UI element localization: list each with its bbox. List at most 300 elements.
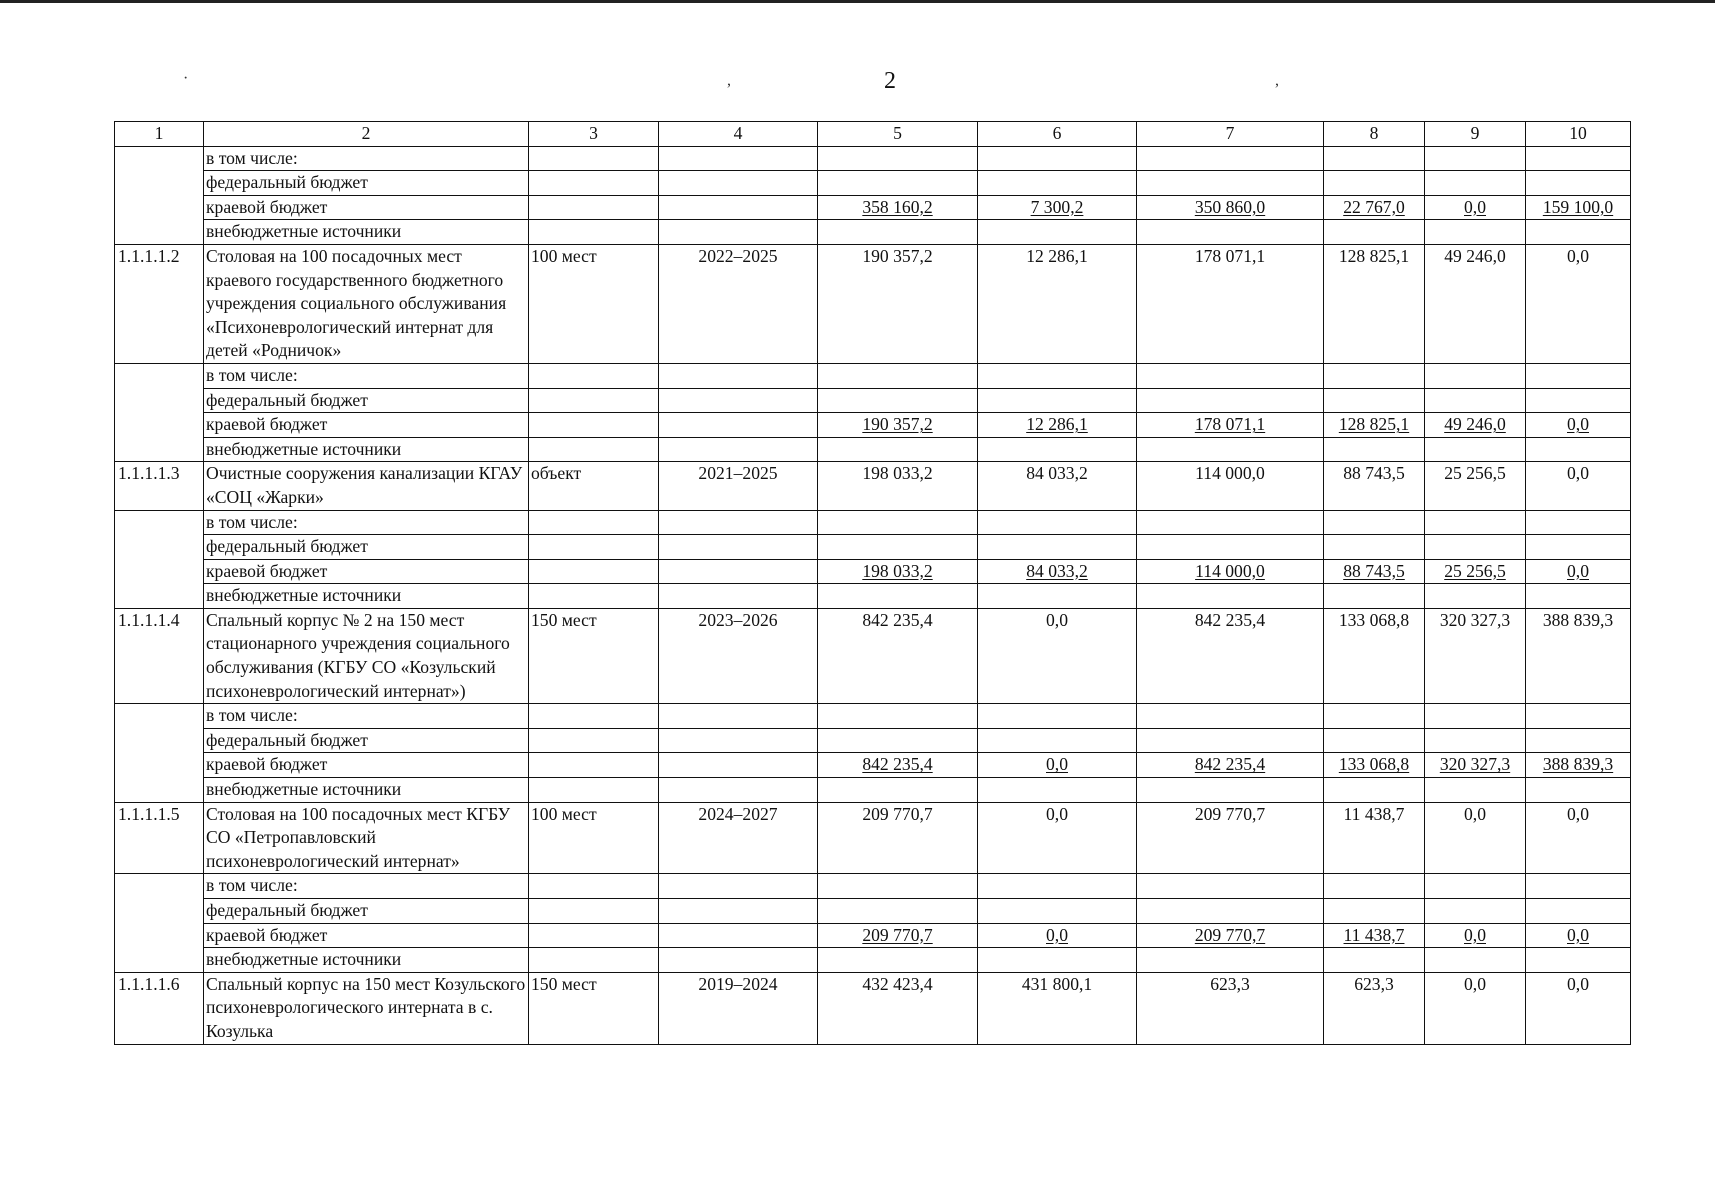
amount-cell xyxy=(978,535,1137,560)
period-cell xyxy=(659,220,818,245)
underlined-value: 178 071,1 xyxy=(1194,414,1266,435)
amount-cell xyxy=(1137,753,1324,778)
amount-cell xyxy=(1137,728,1324,753)
amount-cell xyxy=(818,535,978,560)
capacity-cell xyxy=(529,948,659,973)
row-label: внебюджетные источники xyxy=(204,437,529,462)
budget-table xyxy=(114,121,1631,1045)
underlined-value: 128 825,1 xyxy=(1338,414,1410,435)
amount-cell: 0,0 xyxy=(1425,972,1526,1044)
underlined-value: 358 160,2 xyxy=(862,196,933,217)
amount-cell xyxy=(978,874,1137,899)
capacity-cell xyxy=(529,559,659,584)
amount-cell: 842 235,4 xyxy=(818,608,978,703)
amount-cell xyxy=(1137,874,1324,899)
amount-cell xyxy=(818,899,978,924)
underlined-value: 209 770,7 xyxy=(862,924,933,945)
code-cell-blank xyxy=(115,923,204,948)
amount-cell xyxy=(1137,146,1324,171)
item-row xyxy=(115,244,1631,363)
amount-cell: 178 071,1 xyxy=(1137,244,1324,363)
code-cell-blank xyxy=(115,220,204,245)
amount-cell xyxy=(1324,923,1425,948)
amount-cell xyxy=(1425,899,1526,924)
amount-cell xyxy=(1137,220,1324,245)
row-label: федеральный бюджет xyxy=(204,388,529,413)
sub-row-federal xyxy=(115,728,1631,753)
period-cell xyxy=(659,388,818,413)
sub-row-regional xyxy=(115,923,1631,948)
capacity-cell xyxy=(529,363,659,388)
amount-cell xyxy=(1324,948,1425,973)
underlined-value: 0,0 xyxy=(1464,196,1486,217)
row-label: в том числе: xyxy=(204,874,529,899)
period-cell xyxy=(659,195,818,220)
amount-cell xyxy=(818,195,978,220)
amount-cell: 842 235,4 xyxy=(1137,608,1324,703)
amount-cell: 388 839,3 xyxy=(1526,608,1631,703)
row-label: краевой бюджет xyxy=(204,753,529,778)
sub-row-federal xyxy=(115,388,1631,413)
item-name: Столовая на 100 посадочных мест краевого государственного бюджетного учреждения социального обслуживания «Психоневрологический интернат для детей «Родничок» xyxy=(204,244,529,363)
amount-cell xyxy=(1137,363,1324,388)
amount-cell: 0,0 xyxy=(1526,244,1631,363)
amount-cell xyxy=(1425,874,1526,899)
underlined-value: 22 767,0 xyxy=(1343,196,1405,217)
period-cell xyxy=(659,899,818,924)
underlined-value: 320 327,3 xyxy=(1439,754,1511,775)
amount-cell xyxy=(1425,437,1526,462)
code-cell-blank xyxy=(115,559,204,584)
capacity-cell xyxy=(529,753,659,778)
item-period: 2023–2026 xyxy=(659,608,818,703)
item-name: Спальный корпус на 150 мест Козульского психоневрологического интерната в с. Козулька xyxy=(204,972,529,1044)
amount-cell xyxy=(1425,753,1526,778)
amount-cell: 209 770,7 xyxy=(818,802,978,874)
row-label: федеральный бюджет xyxy=(204,899,529,924)
amount-cell xyxy=(1425,195,1526,220)
amount-cell xyxy=(1137,195,1324,220)
capacity-cell xyxy=(529,899,659,924)
underlined-value: 49 246,0 xyxy=(1444,414,1506,435)
amount-cell: 432 423,4 xyxy=(818,972,978,1044)
underlined-value: 114 000,0 xyxy=(1195,560,1265,581)
row-label: внебюджетные источники xyxy=(204,778,529,803)
sub-row-regional xyxy=(115,559,1631,584)
amount-cell xyxy=(1137,923,1324,948)
amount-cell xyxy=(1526,778,1631,803)
sub-row-extra xyxy=(115,437,1631,462)
row-label: внебюджетные источники xyxy=(204,220,529,245)
amount-cell xyxy=(818,728,978,753)
amount-cell: 0,0 xyxy=(978,802,1137,874)
item-name: Очистные сооружения канализации КГАУ «СОЦ «Жарки» xyxy=(204,462,529,510)
underlined-value: 350 860,0 xyxy=(1194,196,1266,217)
amount-cell xyxy=(818,704,978,729)
row-label: краевой бюджет xyxy=(204,195,529,220)
item-capacity: 100 мест xyxy=(529,244,659,363)
amount-cell xyxy=(818,584,978,609)
code-cell-blank xyxy=(115,146,204,171)
amount-cell xyxy=(978,413,1137,438)
item-name: Спальный корпус № 2 на 150 мест стационарного учреждения социального обслуживания (КГБУ СО «Козульский психоневрологический интернат») xyxy=(204,608,529,703)
capacity-cell xyxy=(529,171,659,196)
amount-cell: 12 286,1 xyxy=(978,244,1137,363)
amount-cell: 0,0 xyxy=(1526,972,1631,1044)
item-row xyxy=(115,972,1631,1044)
capacity-cell xyxy=(529,778,659,803)
amount-cell: 84 033,2 xyxy=(978,462,1137,510)
col-header: 1 xyxy=(115,122,204,147)
amount-cell xyxy=(818,874,978,899)
amount-cell xyxy=(978,778,1137,803)
sub-row-extra xyxy=(115,778,1631,803)
amount-cell xyxy=(818,413,978,438)
amount-cell xyxy=(978,171,1137,196)
amount-cell xyxy=(978,948,1137,973)
item-row xyxy=(115,802,1631,874)
amount-cell xyxy=(1425,704,1526,729)
amount-cell xyxy=(1526,728,1631,753)
item-row xyxy=(115,462,1631,510)
capacity-cell xyxy=(529,146,659,171)
capacity-cell xyxy=(529,413,659,438)
amount-cell xyxy=(1137,388,1324,413)
amount-cell xyxy=(978,146,1137,171)
amount-cell xyxy=(1425,220,1526,245)
capacity-cell xyxy=(529,535,659,560)
row-label: федеральный бюджет xyxy=(204,728,529,753)
amount-cell xyxy=(1425,948,1526,973)
amount-cell xyxy=(1425,559,1526,584)
amount-cell: 209 770,7 xyxy=(1137,802,1324,874)
underlined-value: 84 033,2 xyxy=(1026,560,1088,581)
amount-cell: 190 357,2 xyxy=(818,244,978,363)
scan-edge xyxy=(0,0,1715,3)
underlined-value: 12 286,1 xyxy=(1026,414,1088,435)
sub-row-incl xyxy=(115,146,1631,171)
amount-cell xyxy=(1324,753,1425,778)
sub-row-regional xyxy=(115,195,1631,220)
code-cell-blank xyxy=(115,778,204,803)
amount-cell xyxy=(1526,363,1631,388)
code-cell-blank xyxy=(115,704,204,729)
amount-cell xyxy=(1526,195,1631,220)
amount-cell: 49 246,0 xyxy=(1425,244,1526,363)
period-cell xyxy=(659,948,818,973)
amount-cell xyxy=(1425,146,1526,171)
amount-cell xyxy=(1526,535,1631,560)
amount-cell xyxy=(818,363,978,388)
amount-cell xyxy=(1324,220,1425,245)
sub-row-regional xyxy=(115,413,1631,438)
amount-cell xyxy=(818,146,978,171)
amount-cell xyxy=(1324,778,1425,803)
amount-cell xyxy=(1425,510,1526,535)
col-header: 6 xyxy=(978,122,1137,147)
underlined-value: 0,0 xyxy=(1567,560,1589,581)
amount-cell xyxy=(1137,171,1324,196)
page-number: 2 xyxy=(884,68,896,94)
amount-cell xyxy=(818,510,978,535)
row-label: в том числе: xyxy=(204,510,529,535)
amount-cell xyxy=(1324,195,1425,220)
underlined-value: 190 357,2 xyxy=(862,414,933,435)
period-cell xyxy=(659,778,818,803)
amount-cell xyxy=(1324,899,1425,924)
period-cell xyxy=(659,753,818,778)
capacity-cell xyxy=(529,874,659,899)
amount-cell xyxy=(1526,899,1631,924)
row-label: краевой бюджет xyxy=(204,413,529,438)
amount-cell: 25 256,5 xyxy=(1425,462,1526,510)
code-cell-blank xyxy=(115,195,204,220)
amount-cell xyxy=(978,704,1137,729)
amount-cell xyxy=(1137,413,1324,438)
amount-cell xyxy=(1137,510,1324,535)
underlined-value: 388 839,3 xyxy=(1542,754,1614,775)
row-label: в том числе: xyxy=(204,146,529,171)
row-label: внебюджетные источники xyxy=(204,584,529,609)
amount-cell xyxy=(1526,510,1631,535)
capacity-cell xyxy=(529,510,659,535)
amount-cell xyxy=(1526,220,1631,245)
underlined-value: 0,0 xyxy=(1046,754,1068,775)
amount-cell: 0,0 xyxy=(1425,802,1526,874)
period-cell xyxy=(659,171,818,196)
code-cell-blank xyxy=(115,584,204,609)
amount-cell xyxy=(1137,584,1324,609)
amount-cell xyxy=(978,923,1137,948)
sub-row-incl xyxy=(115,363,1631,388)
amount-cell xyxy=(1324,388,1425,413)
amount-cell xyxy=(978,728,1137,753)
amount-cell xyxy=(1526,171,1631,196)
period-cell xyxy=(659,535,818,560)
col-header: 9 xyxy=(1425,122,1526,147)
period-cell xyxy=(659,874,818,899)
header-row xyxy=(115,122,1631,147)
amount-cell: 431 800,1 xyxy=(978,972,1137,1044)
col-header: 5 xyxy=(818,122,978,147)
code-cell-blank xyxy=(115,535,204,560)
amount-cell xyxy=(818,948,978,973)
underlined-value: 88 743,5 xyxy=(1343,560,1405,581)
amount-cell xyxy=(1137,535,1324,560)
capacity-cell xyxy=(529,923,659,948)
amount-cell: 88 743,5 xyxy=(1324,462,1425,510)
amount-cell xyxy=(1425,363,1526,388)
code-cell-blank xyxy=(115,899,204,924)
underlined-value: 0,0 xyxy=(1567,414,1589,435)
amount-cell xyxy=(1425,923,1526,948)
period-cell xyxy=(659,146,818,171)
amount-cell xyxy=(1137,899,1324,924)
amount-cell xyxy=(818,220,978,245)
amount-cell xyxy=(1324,874,1425,899)
amount-cell xyxy=(1425,584,1526,609)
amount-cell xyxy=(1526,948,1631,973)
underlined-value: 198 033,2 xyxy=(862,560,933,581)
amount-cell xyxy=(978,195,1137,220)
sub-row-extra xyxy=(115,220,1631,245)
item-code: 1.1.1.1.4 xyxy=(115,608,204,703)
amount-cell xyxy=(1324,728,1425,753)
row-label: федеральный бюджет xyxy=(204,171,529,196)
code-cell-blank xyxy=(115,948,204,973)
code-cell-blank xyxy=(115,363,204,388)
row-label: в том числе: xyxy=(204,704,529,729)
code-cell-blank xyxy=(115,510,204,535)
code-cell-blank xyxy=(115,728,204,753)
amount-cell: 11 438,7 xyxy=(1324,802,1425,874)
amount-cell xyxy=(978,559,1137,584)
item-code: 1.1.1.1.2 xyxy=(115,244,204,363)
amount-cell xyxy=(1526,923,1631,948)
item-capacity: 150 мест xyxy=(529,972,659,1044)
underlined-value: 11 438,7 xyxy=(1343,924,1405,945)
col-header: 2 xyxy=(204,122,529,147)
row-label: федеральный бюджет xyxy=(204,535,529,560)
amount-cell xyxy=(1526,388,1631,413)
scan-speck: , xyxy=(727,72,731,89)
col-header: 4 xyxy=(659,122,818,147)
period-cell xyxy=(659,728,818,753)
amount-cell xyxy=(1137,778,1324,803)
code-cell-blank xyxy=(115,874,204,899)
amount-cell xyxy=(1526,559,1631,584)
underlined-value: 0,0 xyxy=(1046,924,1068,945)
amount-cell xyxy=(1324,413,1425,438)
amount-cell xyxy=(978,899,1137,924)
amount-cell: 0,0 xyxy=(978,608,1137,703)
scan-speck: , xyxy=(1275,72,1279,89)
amount-cell xyxy=(1526,146,1631,171)
amount-cell xyxy=(1425,778,1526,803)
amount-cell: 623,3 xyxy=(1324,972,1425,1044)
period-cell xyxy=(659,704,818,729)
code-cell-blank xyxy=(115,388,204,413)
item-capacity: 100 мест xyxy=(529,802,659,874)
amount-cell: 198 033,2 xyxy=(818,462,978,510)
period-cell xyxy=(659,584,818,609)
sub-row-federal xyxy=(115,171,1631,196)
underlined-value: 209 770,7 xyxy=(1194,924,1266,945)
amount-cell: 128 825,1 xyxy=(1324,244,1425,363)
code-cell-blank xyxy=(115,413,204,438)
amount-cell xyxy=(1137,948,1324,973)
item-period: 2021–2025 xyxy=(659,462,818,510)
amount-cell xyxy=(818,753,978,778)
capacity-cell xyxy=(529,437,659,462)
amount-cell xyxy=(978,363,1137,388)
amount-cell xyxy=(1324,535,1425,560)
amount-cell: 133 068,8 xyxy=(1324,608,1425,703)
amount-cell xyxy=(818,778,978,803)
sub-row-federal xyxy=(115,899,1631,924)
amount-cell xyxy=(978,388,1137,413)
item-code: 1.1.1.1.5 xyxy=(115,802,204,874)
amount-cell xyxy=(818,388,978,413)
amount-cell xyxy=(978,510,1137,535)
item-capacity: объект xyxy=(529,462,659,510)
amount-cell xyxy=(1137,704,1324,729)
sub-row-incl xyxy=(115,874,1631,899)
amount-cell xyxy=(1425,388,1526,413)
amount-cell: 114 000,0 xyxy=(1137,462,1324,510)
code-cell-blank xyxy=(115,437,204,462)
amount-cell xyxy=(978,753,1137,778)
sub-row-federal xyxy=(115,535,1631,560)
underlined-value: 7 300,2 xyxy=(1030,196,1084,217)
sub-row-regional xyxy=(115,753,1631,778)
amount-cell xyxy=(818,171,978,196)
capacity-cell xyxy=(529,220,659,245)
underlined-value: 159 100,0 xyxy=(1542,196,1614,217)
amount-cell: 0,0 xyxy=(1526,462,1631,510)
sub-row-extra xyxy=(115,584,1631,609)
period-cell xyxy=(659,559,818,584)
amount-cell xyxy=(1324,146,1425,171)
amount-cell xyxy=(1526,584,1631,609)
amount-cell xyxy=(978,220,1137,245)
item-code: 1.1.1.1.6 xyxy=(115,972,204,1044)
amount-cell xyxy=(1324,437,1425,462)
amount-cell xyxy=(1425,728,1526,753)
amount-cell xyxy=(818,559,978,584)
amount-cell xyxy=(1324,510,1425,535)
item-period: 2022–2025 xyxy=(659,244,818,363)
underlined-value: 842 235,4 xyxy=(862,754,933,775)
amount-cell xyxy=(1425,535,1526,560)
underlined-value: 0,0 xyxy=(1567,924,1589,945)
amount-cell xyxy=(818,923,978,948)
amount-cell xyxy=(1526,704,1631,729)
capacity-cell xyxy=(529,195,659,220)
underlined-value: 0,0 xyxy=(1464,924,1486,945)
code-cell-blank xyxy=(115,171,204,196)
period-cell xyxy=(659,923,818,948)
period-cell xyxy=(659,510,818,535)
period-cell xyxy=(659,413,818,438)
amount-cell xyxy=(978,584,1137,609)
item-code: 1.1.1.1.3 xyxy=(115,462,204,510)
amount-cell xyxy=(1526,753,1631,778)
amount-cell xyxy=(1526,874,1631,899)
underlined-value: 842 235,4 xyxy=(1194,754,1266,775)
amount-cell xyxy=(1324,584,1425,609)
code-cell-blank xyxy=(115,753,204,778)
col-header: 7 xyxy=(1137,122,1324,147)
row-label: внебюджетные источники xyxy=(204,948,529,973)
amount-cell xyxy=(1526,413,1631,438)
amount-cell xyxy=(1324,559,1425,584)
row-label: в том числе: xyxy=(204,363,529,388)
amount-cell xyxy=(1324,704,1425,729)
item-period: 2019–2024 xyxy=(659,972,818,1044)
amount-cell xyxy=(818,437,978,462)
amount-cell xyxy=(1425,171,1526,196)
period-cell xyxy=(659,363,818,388)
row-label: краевой бюджет xyxy=(204,559,529,584)
amount-cell xyxy=(1324,171,1425,196)
col-header: 10 xyxy=(1526,122,1631,147)
capacity-cell xyxy=(529,388,659,413)
amount-cell xyxy=(1526,437,1631,462)
amount-cell xyxy=(1324,363,1425,388)
amount-cell xyxy=(978,437,1137,462)
col-header: 3 xyxy=(529,122,659,147)
